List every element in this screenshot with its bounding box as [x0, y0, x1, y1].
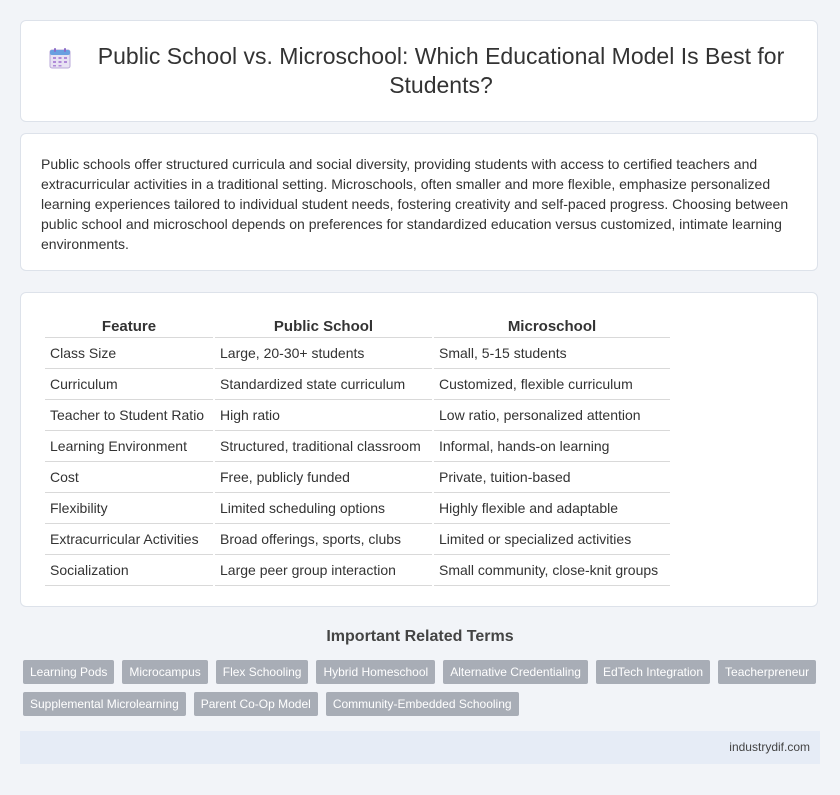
table-cell-feature: Learning Environment	[45, 431, 213, 462]
table-cell-feature: Flexibility	[45, 493, 213, 524]
table-cell-public-school: Limited scheduling options	[215, 493, 432, 524]
table-cell-feature: Class Size	[45, 338, 213, 369]
table-row	[45, 338, 670, 369]
table-cell-public-school: High ratio	[215, 400, 432, 431]
related-term-tag[interactable]: Supplemental Microlearning	[23, 692, 186, 716]
table-cell-microschool: Limited or specialized activities	[434, 524, 670, 555]
table-cell-microschool: Small, 5-15 students	[434, 338, 670, 369]
table-cell-microschool: Informal, hands-on learning	[434, 431, 670, 462]
related-term-tag[interactable]: EdTech Integration	[596, 660, 710, 684]
table-cell-public-school: Free, publicly funded	[215, 462, 432, 493]
related-term-tag[interactable]: Parent Co-Op Model	[194, 692, 318, 716]
table-row	[45, 524, 670, 555]
intro-paragraph: Public schools offer structured curricula and social diversity, providing students with access to certified teachers and extracurricular activities in a traditional setting. Microschools, often smaller and more flexible, emphasize personalized learning experiences tailored to individual student needs, fostering creativity and self-paced progress. Choosing between public school and microschool depends on preferences for standardized education versus customized, intimate learning environments.	[41, 156, 789, 252]
table-header-row	[45, 315, 670, 338]
table-row	[45, 431, 670, 462]
table-cell-feature: Cost	[45, 462, 213, 493]
related-terms-title: Important Related Terms	[326, 628, 514, 645]
table-row	[45, 400, 670, 431]
related-term-tag[interactable]: Microcampus	[122, 660, 207, 684]
table-cell-microschool: Customized, flexible curriculum	[434, 369, 670, 400]
table-cell-feature: Socialization	[45, 555, 213, 586]
table-cell-microschool: Low ratio, personalized attention	[434, 400, 670, 431]
related-term-tag[interactable]: Learning Pods	[23, 660, 114, 684]
table-row	[45, 369, 670, 400]
column-header-public-school: Public School	[215, 315, 432, 338]
table-cell-feature: Teacher to Student Ratio	[45, 400, 213, 431]
related-term-tag[interactable]: Flex Schooling	[216, 660, 309, 684]
related-term-tag[interactable]: Teacherpreneur	[718, 660, 816, 684]
related-terms-list	[23, 660, 823, 716]
footer	[20, 731, 820, 764]
related-term-tag[interactable]: Hybrid Homeschool	[316, 660, 435, 684]
table-row	[45, 493, 670, 524]
table-cell-feature: Curriculum	[45, 369, 213, 400]
header-card	[20, 20, 818, 122]
related-term-tag[interactable]: Community-Embedded Schooling	[326, 692, 519, 716]
table-cell-public-school: Broad offerings, sports, clubs	[215, 524, 432, 555]
column-header-microschool: Microschool	[434, 315, 670, 338]
comparison-table-card	[20, 292, 818, 607]
table-cell-feature: Extracurricular Activities	[45, 524, 213, 555]
table-cell-microschool: Highly flexible and adaptable	[434, 493, 670, 524]
table-row	[45, 462, 670, 493]
table-cell-microschool: Private, tuition-based	[434, 462, 670, 493]
table-cell-public-school: Large peer group interaction	[215, 555, 432, 586]
table-cell-microschool: Small community, close-knit groups	[434, 555, 670, 586]
comparison-table	[43, 315, 672, 586]
footer-site-link[interactable]: industrydif.com	[729, 740, 810, 754]
calendar-icon	[49, 47, 71, 69]
column-header-feature: Feature	[45, 315, 213, 338]
table-row	[45, 555, 670, 586]
page-title: Public School vs. Microschool: Which Educational Model Is Best for Students?	[97, 43, 785, 98]
related-term-tag[interactable]: Alternative Credentialing	[443, 660, 588, 684]
table-cell-public-school: Standardized state curriculum	[215, 369, 432, 400]
table-cell-public-school: Large, 20-30+ students	[215, 338, 432, 369]
table-cell-public-school: Structured, traditional classroom	[215, 431, 432, 462]
intro-card	[20, 133, 818, 271]
title-wrap	[49, 42, 789, 100]
